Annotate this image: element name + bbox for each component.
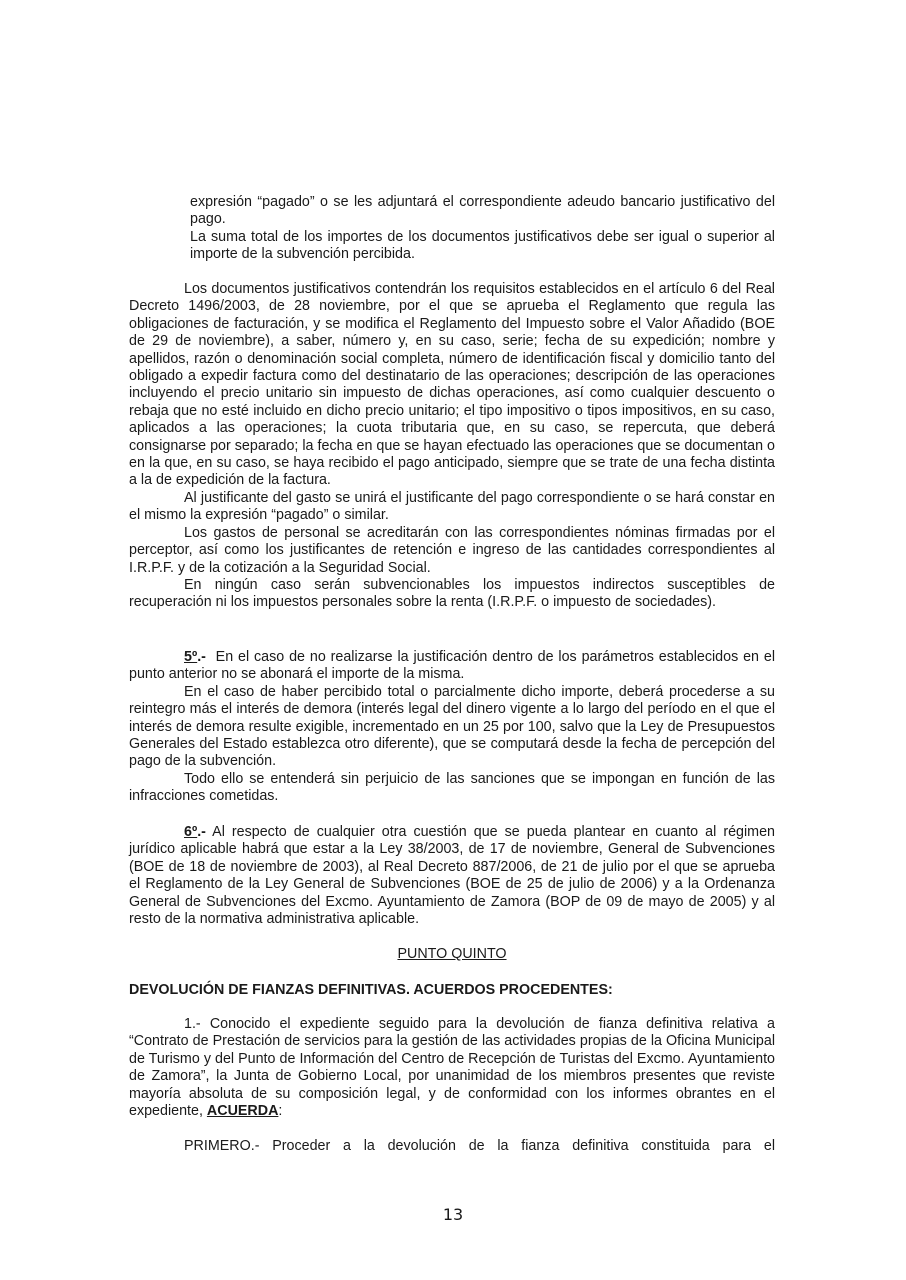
paragraph-payment-proof: Al justificante del gasto se unirá el justificante del pago correspondiente o se hará constar en el mismo la expresión “pagado” o similar.	[129, 489, 775, 524]
clause-6-number: 6º	[184, 824, 198, 840]
clause-6-separator: .-	[197, 824, 206, 840]
paragraph-primero: PRIMERO.- Proceder a la devolución de la fianza definitiva constituida para el	[184, 1138, 775, 1154]
section-title-wrap	[129, 982, 775, 999]
primero-wrap	[129, 1138, 775, 1155]
clause-5-number: 5º	[184, 649, 198, 665]
paragraph-documents: Los documentos justificativos contendrán los requisitos establecidos en el artículo 6 del Real Decreto 1496/2003, de 28 noviembre, por el que se aprueba el Reglamento que regula las obligaciones de facturación, y se modifica el Reglamento del Impuesto sobre el Valor Añadido (BOE de 29 de noviembre), a saber, número y, en su caso, serie; fecha de su expedición; nombre y apellidos, razón o denominación social completa, número de identificación fiscal y domicilio tanto del obligado a expedir factura como del destinatario de las operaciones; descripción de las operaciones incluyendo el precio unitario sin impuesto de dichas operaciones, así como cualquier descuento o rebaja que no esté incluido en dicho precio unitario; el tipo impositivo o tipos impositivos, en su caso, aplicados a las operaciones; la cuota tributaria que, en su caso, se repercuta, que deberá consignarse por separado; la fecha en que se hayan efectuado las operaciones que se documentan o en la que, en su caso, se haya recibido el pago anticipado, siempre que se trate de una fecha distinta a la de expedición de la factura.	[129, 281, 775, 489]
section-heading-wrap	[129, 946, 775, 963]
clause-6-text: Al respecto de cualquier otra cuestión que se pueda plantear en cuanto al régimen jurídico aplicable habrá que estar a la Ley 38/2003, de 17 de noviembre, General de Subvenciones (BOE de 18 de noviembre de 2003), al Real Decreto 887/2006, de 21 de julio por el que se aprueba el Reglamento de la Ley General de Subvenciones (BOE de 25 de julio de 2006) y a la Ordenanza General de Subvenciones del Excmo. Ayuntamiento de Zamora (BOP de 09 de mayo de 2005) y al resto de la normativa administrativa aplicable.	[129, 824, 775, 928]
list-text-2: La suma total de los importes de los documentos justificativos debe ser igual o superior al importe de la subvención percibida.	[190, 228, 775, 263]
clause-6	[129, 824, 775, 928]
paragraph-sanctions: Todo ello se entenderá sin perjuicio de las sanciones que se impongan en función de las infracciones cometidas.	[129, 770, 775, 805]
agreement-colon: :	[278, 1103, 283, 1120]
clause-5	[129, 649, 775, 806]
agreement-text: 1.- Conocido el expediente seguido para la devolución de fianza definitiva relativa a “Contrato de Prestación de servicios para la gestión de las actividades propias de la Oficina Municipal de Turismo y del Punto de Información del Centro de Recepción de Turistas del Excmo. Ayuntamiento de Zamora”, la Junta de Gobierno Local, por unanimidad de los miembros presentes que reviste mayoría absoluta de su composición legal, y de conformidad con los informes obrantes en el expediente,	[129, 1016, 775, 1120]
clause-5-text: En el caso de no realizarse la justificación dentro de los parámetros establecidos en el punto anterior no se abonará el importe de la misma.	[129, 649, 776, 683]
page-number: 13	[442, 1205, 464, 1224]
paragraph-clause-6	[129, 824, 775, 928]
agreement-item-1	[129, 1016, 775, 1120]
section-heading: PUNTO QUINTO	[397, 946, 507, 962]
paragraph-taxes: En ningún caso serán subvencionables los impuestos indirectos susceptibles de recuperación ni los impuestos personales sobre la renta (I.R.P.F. o impuesto de sociedades).	[129, 576, 775, 611]
continued-list	[190, 194, 775, 264]
acuerda-keyword: ACUERDA	[206, 1103, 279, 1120]
paragraph-personnel: Los gastos de personal se acreditarán con las correspondientes nóminas firmadas por el perceptor, así como los justificantes de retención e ingreso de las cantidades correspondientes al I.R.P.F. y de la cotización a la Seguridad Social.	[129, 524, 775, 576]
section-title: DEVOLUCIÓN DE FIANZAS DEFINITIVAS. ACUERDOS PROCEDENTES:	[129, 982, 613, 998]
justification-section	[129, 281, 775, 612]
clause-5-separator: .-	[197, 649, 206, 665]
list-text-1: expresión “pagado” o se les adjuntará el correspondiente adeudo bancario justificativo del pago.	[190, 194, 775, 228]
paragraph-reimbursement: En el caso de haber percibido total o parcialmente dicho importe, deberá procederse a su reintegro más el interés de demora (interés legal del dinero vigente a lo largo del período en el que el interés de demora resulte exigible, incrementado en un 25 por 100, salvo que la Ley de Presupuestos Generales del Estado establezca otro diferente), que se computará desde la fecha de percepción del pago de la subvención.	[129, 683, 775, 770]
paragraph-clause-5	[129, 649, 775, 684]
paragraph-agreement	[129, 1016, 775, 1120]
